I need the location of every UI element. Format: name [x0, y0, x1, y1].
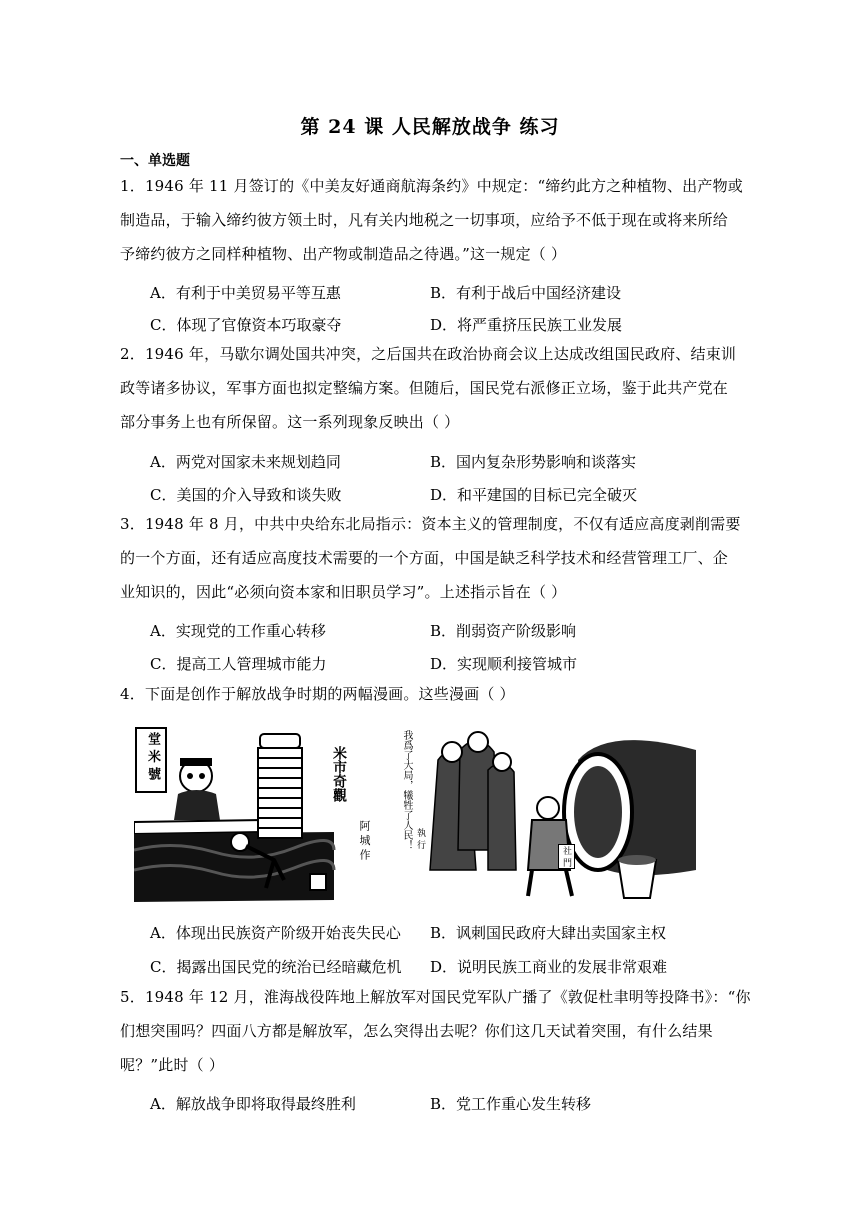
question-1-option-c[interactable]: C．体现了官僚资本巧取豪夺 [150, 316, 342, 334]
comic-right-sacrifice-people [398, 720, 696, 906]
question-5-line-2: 们想突围吗？四面八方都是解放军，怎么突得出去呢？你们这几天试着突围，有什么结果 [120, 1022, 713, 1040]
question-1-option-a[interactable]: A．有利于中美贸易平等互惠 [150, 284, 341, 302]
question-1-line-1: 1．1946 年 11 月签订的《中美友好通商航海条约》中规定：“缔约此方之种植物、出产物或 [120, 177, 743, 195]
question-5-option-a[interactable]: A．解放战争即将取得最终胜利 [150, 1095, 356, 1113]
comic-right-signature: 執 行 [415, 828, 425, 849]
question-1-option-b[interactable]: B．有利于战后中国经济建设 [430, 284, 622, 302]
question-3-line-1: 3．1948 年 8 月，中共中央给东北局指示：资本主义的管理制度，不仅有适应高度剥削需要 [120, 515, 741, 533]
comic-right-caption: 我爲了大局，犧牲了人民！ [401, 730, 412, 850]
page-title: 第 24 课 人民解放战争 练习 [300, 116, 560, 138]
question-4-option-a[interactable]: A．体现出民族资产阶级开始丧失民心 [150, 924, 401, 942]
question-2-option-d[interactable]: D．和平建国的目标已完全破灭 [430, 486, 638, 504]
question-4-line-1: 4．下面是创作于解放战争时期的两幅漫画。这些漫画（ ） [120, 685, 515, 703]
comic-right-drawing [398, 720, 696, 906]
question-3-option-a[interactable]: A．实现党的工作重心转移 [150, 622, 326, 640]
section-heading: 一、单选题 [120, 153, 190, 169]
question-2-line-2: 政等诸多协议，军事方面也拟定整编方案。但随后，国民党右派修正立场，鉴于此共产党在 [120, 379, 729, 397]
question-4-option-b[interactable]: B．讽刺国民政府大肆出卖国家主权 [430, 924, 667, 942]
comic-left-shop-sign: 堂 米 號 [145, 732, 160, 781]
question-2-option-a[interactable]: A．两党对国家未来规划趋同 [150, 453, 341, 471]
comic-left-rice-market [134, 720, 384, 906]
question-1-line-3: 予缔约彼方之同样种植物、出产物或制造品之待遇。”这一规定（ ） [120, 245, 567, 263]
question-3-option-c[interactable]: C．提高工人管理城市能力 [150, 655, 327, 673]
comic-left-signature: 阿 城 作 [358, 820, 371, 860]
question-3-option-b[interactable]: B．削弱资产阶级影响 [430, 622, 577, 640]
question-3-line-2: 的一个方面，还有适应高度技术需要的一个方面，中国是缺乏科学技术和经营管理工厂、企 [120, 549, 729, 567]
question-2-line-1: 2．1946 年，马歇尔调处国共冲突，之后国共在政治协商会议上达成改组国民政府、结束训 [120, 345, 737, 363]
comic-right-door-label: 社 門 [558, 844, 575, 869]
question-3-option-d[interactable]: D．实现顺利接管城市 [430, 655, 578, 673]
question-2-line-3: 部分事务上也有所保留。这一系列现象反映出（ ） [120, 413, 460, 431]
question-5-option-b[interactable]: B．党工作重心发生转移 [430, 1095, 592, 1113]
question-2-option-b[interactable]: B．国内复杂形势影响和谈落实 [430, 453, 637, 471]
question-4-option-d[interactable]: D．说明民族工商业的发展非常艰难 [430, 958, 668, 976]
comic-left-caption: 米市奇觀 [331, 746, 347, 802]
question-5-line-1: 5．1948 年 12 月，淮海战役阵地上解放军对国民党军队广播了《敦促杜聿明等投降书》：“你 [120, 988, 751, 1006]
question-3-line-3: 业知识的，因此“必须向资本家和旧职员学习”。上述指示旨在（ ） [120, 583, 567, 601]
question-1-option-d[interactable]: D．将严重挤压民族工业发展 [430, 316, 623, 334]
question-1-line-2: 制造品，于输入缔约彼方领土时，凡有关内地税之一切事项，应给予不低于现在或将来所给 [120, 211, 729, 229]
question-4-option-c[interactable]: C．揭露出国民党的统治已经暗藏危机 [150, 958, 402, 976]
question-2-option-c[interactable]: C．美国的介入导致和谈失败 [150, 486, 342, 504]
question-5-line-3: 呢？”此时（ ） [120, 1056, 225, 1074]
